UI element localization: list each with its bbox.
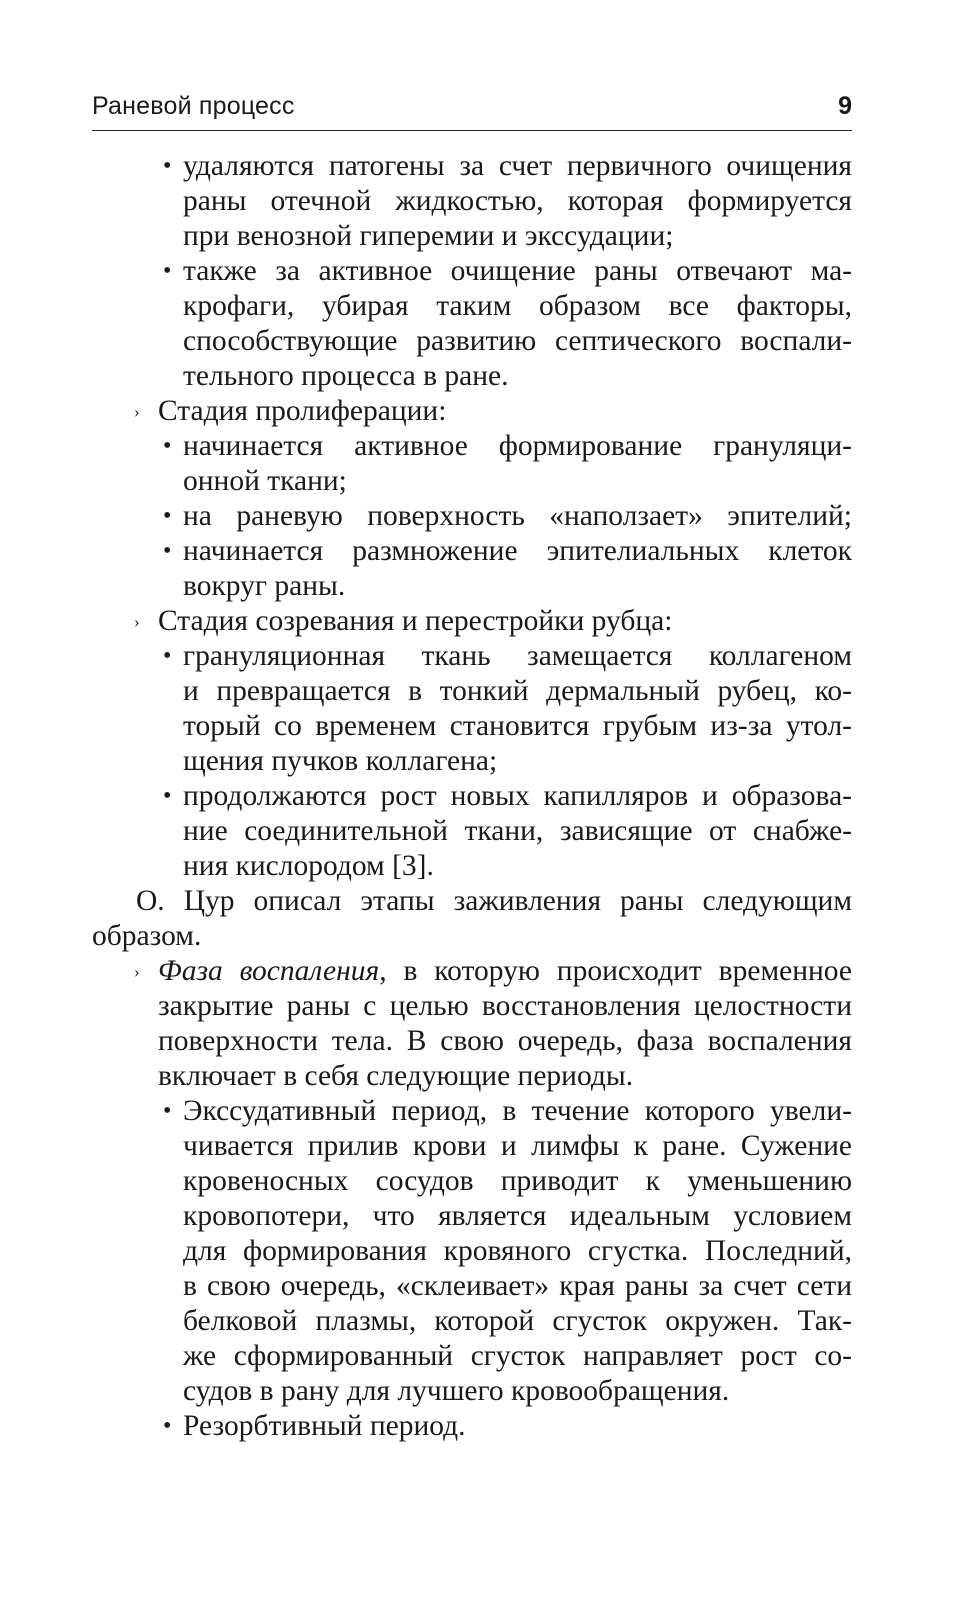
text-line (183, 324, 852, 359)
line-text: начинается размножение эпителиальных клеток (183, 535, 852, 567)
bullet-icon: • (163, 538, 172, 564)
text-line (183, 1164, 852, 1199)
bullet-icon: • (163, 433, 172, 459)
line-text: в свою очередь, «склеивает» края раны за счет сети (183, 1270, 852, 1302)
bullet-icon: • (163, 153, 172, 179)
text-line (183, 814, 852, 849)
line-text: судов в рану для лучшего кровообращения. (183, 1375, 730, 1407)
line-text: образом. (92, 920, 202, 952)
line-text: Экссудативный период, в течение которого увели- (183, 1095, 852, 1127)
bullet-icon: • (163, 1413, 172, 1439)
line-text: ния кислородом [3]. (183, 850, 434, 882)
text-line (163, 254, 852, 289)
line-text: вокруг раны. (183, 570, 346, 602)
text-line (163, 1094, 852, 1129)
line-text: крофаги, убирая таким образом все факторы, (183, 290, 852, 322)
text-line (92, 919, 852, 954)
text-line (183, 849, 852, 884)
text-line (183, 1339, 852, 1374)
line-text: для формирования кровяного сгустка. Последний, (183, 1235, 852, 1267)
bullet-icon: • (163, 258, 172, 284)
text-line (158, 1059, 852, 1094)
line-text: торый со временем становится грубым из-за утол- (183, 710, 852, 742)
line-text: Стадия созревания и перестройки рубца: (158, 605, 673, 637)
line-text: же сформированный сгусток направляет рост со- (183, 1340, 852, 1372)
line-text: грануляционная ткань замещается коллагеном (183, 640, 852, 672)
line-text: раны отечной жидкостью, которая формируется (183, 185, 852, 217)
line-text: удаляются патогены за счет первичного очищения (183, 150, 852, 182)
text-line (163, 534, 852, 569)
line-text: белковой плазмы, которой сгусток окружен. Так- (183, 1305, 852, 1337)
page-body (92, 149, 852, 1444)
running-header-title: Раневой процесс (92, 92, 295, 120)
bullet-icon: • (163, 643, 172, 669)
text-line (183, 1269, 852, 1304)
text-line (183, 1199, 852, 1234)
text-line (183, 464, 852, 499)
text-line (183, 709, 852, 744)
text-line (158, 989, 852, 1024)
line-text: поверхности тела. В свою очередь, фаза воспаления (158, 1025, 852, 1057)
text-line (163, 499, 852, 534)
text-line (183, 359, 852, 394)
line-text: онной ткани; (183, 465, 347, 497)
line-text: Стадия пролиферации: (158, 395, 447, 427)
text-line (136, 884, 852, 919)
line-text: О. Цур описал этапы заживления раны следующим (136, 885, 852, 917)
line-text: закрытие раны с целью восстановления целостности (158, 990, 852, 1022)
line-text: и превращается в тонкий дермальный рубец, ко- (183, 675, 852, 707)
line-text: начинается активное формирование грануляци- (183, 430, 852, 462)
page-number: 9 (838, 92, 852, 120)
line-text: кровеносных сосудов приводит к уменьшению (183, 1165, 852, 1197)
bullet-icon: • (163, 1098, 172, 1124)
text-line (183, 674, 852, 709)
bullet-icon: • (163, 783, 172, 809)
arrow-bullet-icon: › (134, 612, 140, 631)
line-text: также за активное очищение раны отвечают ма- (183, 255, 852, 287)
text-line (134, 954, 852, 989)
line-text: способствующие развитию септического воспали- (183, 325, 852, 357)
text-line (163, 149, 852, 184)
italic-term: Фаза воспаления (158, 955, 380, 987)
line-text: тельного процесса в ране. (183, 360, 509, 392)
text-line (163, 429, 852, 464)
line-text: при венозной гиперемии и экссудации; (183, 220, 674, 252)
line-text: ние соединительной ткани, зависящие от снабже- (183, 815, 852, 847)
arrow-bullet-icon: › (134, 962, 140, 981)
line-text: Резорбтивный период. (183, 1410, 466, 1442)
text-line (183, 1374, 852, 1409)
bullet-icon: • (163, 503, 172, 529)
text-line (134, 394, 852, 429)
running-header (92, 92, 852, 131)
line-text: , в которую происходит временное (379, 955, 852, 987)
text-line (183, 219, 852, 254)
line-text: на раневую поверхность «наползает» эпителий; (183, 500, 852, 532)
text-line (183, 289, 852, 324)
line-text: продолжаются рост новых капилляров и образова- (183, 780, 852, 812)
text-line (134, 604, 852, 639)
line-text: включает в себя следующие периоды. (158, 1060, 634, 1092)
text-line (158, 1024, 852, 1059)
text-line (183, 1304, 852, 1339)
arrow-bullet-icon: › (134, 402, 140, 421)
text-line (183, 569, 852, 604)
text-line (183, 184, 852, 219)
text-line (183, 1129, 852, 1164)
line-text: щения пучков коллагена; (183, 745, 498, 777)
text-line (183, 744, 852, 779)
text-line (163, 639, 852, 674)
line-text: чивается прилив крови и лимфы к ране. Сужение (183, 1130, 852, 1162)
text-line (163, 1409, 852, 1444)
text-line (163, 779, 852, 814)
line-text: кровопотери, что является идеальным условием (183, 1200, 852, 1232)
text-line (183, 1234, 852, 1269)
